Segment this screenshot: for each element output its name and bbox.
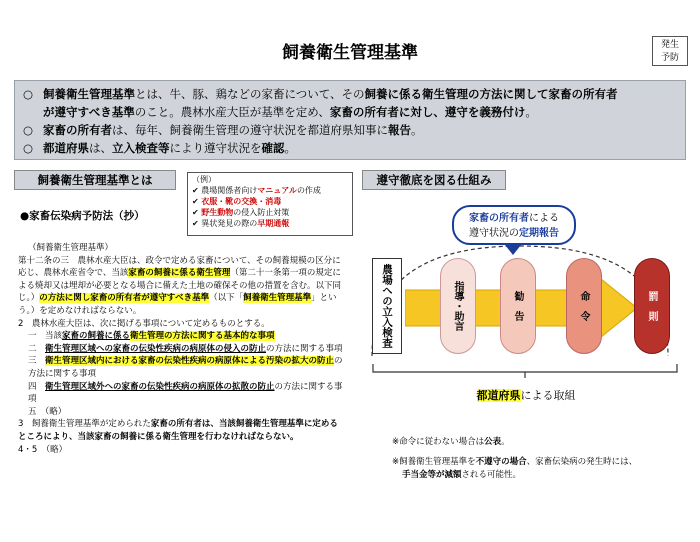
example-box: （例） ✔ 農場関係者向けマニュアルの作成 ✔ 衣服・靴の交換・消毒 ✔ 野生動物の侵入防止対策 ✔ 異状発見の際の早期通報 — [187, 172, 353, 236]
step-penalty: 罰 則 — [634, 258, 670, 354]
prefecture-bracket — [372, 364, 678, 378]
summary-box: ○ 飼養衛生管理基準とは、牛、豚、鶏などの家畜について、その飼養に係る衛生管理の方法に関して家畜の所有者 が遵守すべき基準のこと。農林水産大臣が基準を定め、家畜の所有者に対し、遵守を義務付け。 ○ 家畜の所有者は、毎年、飼養衛生管理の遵守状況を都道府県知事に報告。 ○ 都道府県は、立入検査等により遵守状況を確認。 — [14, 80, 686, 160]
law-item-5: 五 （略） — [28, 406, 67, 417]
page-title: 飼養衛生管理基準 — [282, 43, 418, 63]
note-compensation: ※飼養衛生管理基準を不遵守の場合、家畜伝染病の発生時には、 手当金等が減額される可能性。 — [392, 457, 638, 480]
law-paragraph-2: 2 農林水産大臣は、次に掲げる事項について定めるものとする。 — [18, 318, 270, 329]
left-section-header: 飼養衛生管理基準とは — [14, 170, 176, 190]
summary-line-2: ○ 家畜の所有者は、毎年、飼養衛生管理の遵守状況を都道府県知事に報告。 — [23, 123, 423, 137]
law-title: ●家畜伝染病予防法（抄） — [20, 210, 145, 222]
example-item: ✔ 異状発見の際の早期通報 — [192, 219, 290, 228]
law-item-2: 二 衛生管理区域への家畜の伝染性疾病の病原体の侵入の防止の方法に関する事項 — [28, 343, 343, 354]
step-order: 命 令 — [566, 258, 602, 354]
category-badge: 発生 予防 — [652, 36, 688, 66]
law-paragraph-1: 第十二条の三 農林水産大臣は、政令で定める家畜について、その飼養規模の区分に応じ、農林水産省令で、当該家畜の飼養に係る衛生管理（第二十一条第一項の規定による焼却又は埋却が必要となる場合に備えた土地の確保その他の措置を含む。以下同じ。）の方法に関し家畜の所有者が遵守すべき基準（以下「飼養衛生管理基準」という。）を定めなければならない。 — [18, 255, 342, 316]
prefecture-label: 都道府県による取組 — [476, 389, 576, 402]
law-item-3: 三 衛生管理区域内における家畜の伝染性疾病の病原体による汚染の拡大の防止の方法に関する事項 — [28, 356, 343, 379]
summary-line-3: ○ 都道府県は、立入検査等により遵守状況を確認。 — [23, 141, 296, 155]
law-paragraph-4-5: 4・5 （略） — [18, 444, 68, 455]
example-item: ✔ 野生動物の侵入防止対策 — [192, 208, 290, 217]
callout-tail — [505, 245, 521, 255]
right-section-header: 遵守徹底を図る仕組み — [362, 170, 506, 190]
law-item-1: 一 当該家畜の飼養に係る衛生管理の方法に関する基本的な事項 — [28, 331, 275, 342]
law-paragraph-3: 3 飼養衛生管理基準が定められた家畜の所有者は、当該飼養衛生管理基準に定めるところにより、当該家畜の飼養に係る衛生管理を行わなければならない。 — [18, 419, 338, 442]
step-guidance: 指導・助言 — [440, 258, 476, 354]
regular-report-callout: 家畜の所有者による 遵守状況の定期報告 — [452, 205, 576, 245]
summary-line-1: ○ 飼養衛生管理基準とは、牛、豚、鶏などの家畜について、その飼養に係る衛生管理の方法に関して家畜の所有者 — [23, 87, 618, 101]
step-recommendation: 勧 告 — [500, 258, 536, 354]
example-item: ✔ 衣服・靴の交換・消毒 — [192, 197, 282, 206]
law-item-4: 四 衛生管理区域外への家畜の伝染性疾病の病原体の拡散の防止の方法に関する事項 — [28, 381, 343, 405]
on-site-inspection-label: 農場への立入検査 — [372, 258, 402, 354]
example-item: ✔ 農場関係者向けマニュアルの作成 — [192, 186, 321, 195]
law-text: （飼養衛生管理基準） 第十二条の三 農林水産大臣は、政令で定める家畜について、その飼養規模の区分に応じ、農林水産省令で、当該家畜の飼養に係る衛生管理（第二十一条第一項の規定による焼却又は埋却が必要となる場合に備えた土地の確保その他の措置を含む。以下同じ。）の方法に関し家畜の所有者が遵守すべき基準（以下「飼養衛生管理基準」という。）を定めなければならない。 2 農林水産大臣は、次に掲げる事項について定めるものとする。 一 当該家畜の飼養に係る衛生管理の方法に関する基本的な事項 二 衛生管理区域への家畜の伝染性疾病の病原体の侵入の防止の方法に関する事項 三 衛生管理区域内における家畜の伝染性疾病の病原体による汚染の拡大の防止の方法に関する事項 四 衛生管理区域外への家畜の伝染性疾病の病原体の拡散の防止の方法に関する事項 五 （略） 3 飼養衛生管理基準が定められた家畜の所有者は、当該飼養衛生管理基準に定めるところにより、当該家畜の飼養に係る衛生管理を行わなければならない。 4・5 （略） — [18, 243, 343, 455]
note-publication: ※命令に従わない場合は公表。 — [392, 437, 510, 447]
